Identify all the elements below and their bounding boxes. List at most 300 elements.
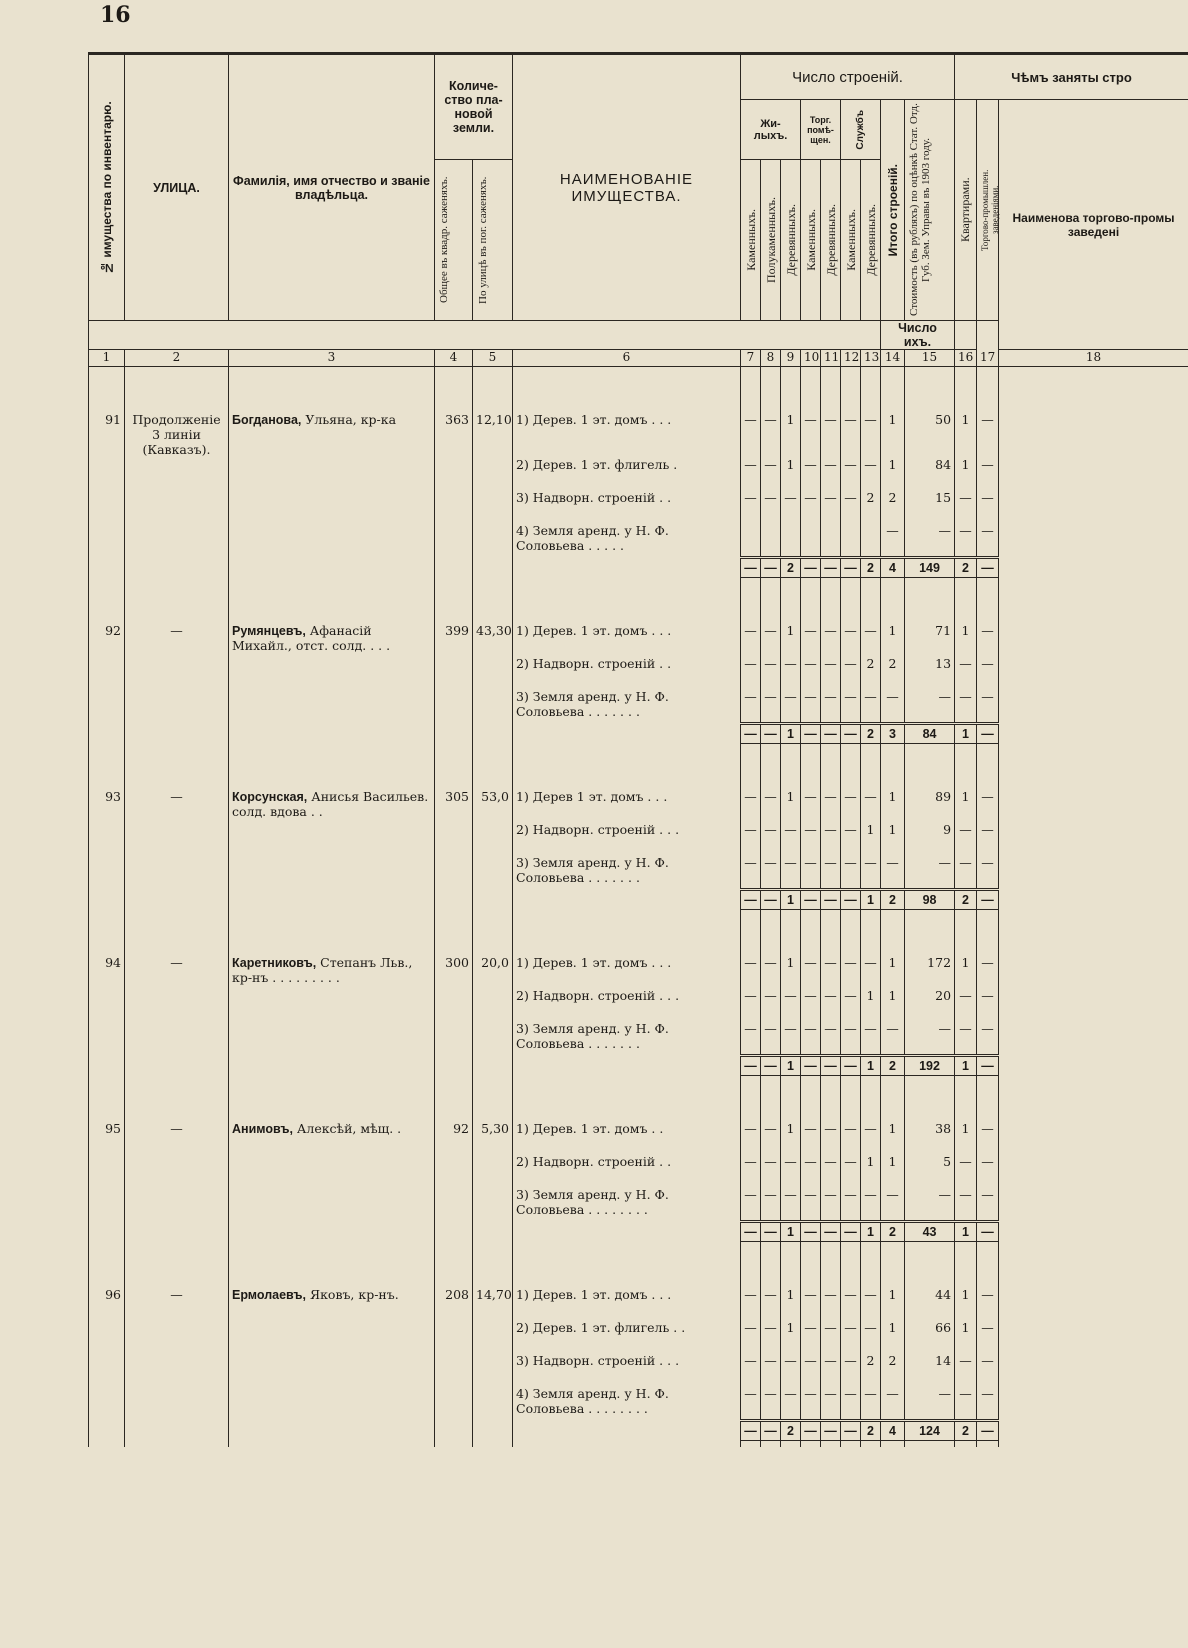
table-row	[89, 988, 1188, 1021]
column-number: 2	[125, 350, 229, 367]
property-name: 3) Земля аренд. у Н. Ф. Соловьева . . . . . . .	[513, 1021, 741, 1056]
column-number: 13	[861, 350, 881, 367]
building-count: —	[841, 1154, 861, 1187]
property-name: 3) Земля аренд. у Н. Ф. Соловьева . . . . . . .	[513, 855, 741, 890]
property-name: 1) Дерев. 1 эт. домъ . . .	[513, 955, 741, 988]
building-count: —	[781, 490, 801, 523]
building-count: —	[861, 623, 881, 656]
building-count: —	[761, 1154, 781, 1187]
owner-details: Ульяна, кр-ка	[301, 412, 397, 427]
building-count: —	[841, 412, 861, 457]
building-count: —	[761, 1320, 781, 1353]
owner-details: Алексѣй, мѣщ. .	[292, 1121, 402, 1136]
trade-count: —	[977, 623, 999, 656]
header-count: Число ихъ.	[881, 321, 955, 350]
building-count: —	[801, 955, 821, 988]
total-buildings: 1	[881, 1121, 905, 1154]
apartments-count: 1	[955, 955, 977, 988]
subtotal-apartments: 2	[955, 1421, 977, 1441]
apartments-count: —	[955, 1386, 977, 1421]
property-value: 5	[905, 1154, 955, 1187]
building-count: —	[741, 1353, 761, 1386]
subtotal-count: —	[821, 1056, 841, 1076]
land-area: 208	[435, 1287, 473, 1320]
apartments-count: —	[955, 1154, 977, 1187]
table-row	[89, 623, 1188, 656]
subtotal-value: 84	[905, 724, 955, 744]
column-number: 15	[905, 350, 955, 367]
building-count: —	[801, 1154, 821, 1187]
building-count: —	[781, 822, 801, 855]
header-owner: Фамилія, имя отчество и званіе владѣльца.	[229, 54, 435, 321]
building-count: —	[801, 1121, 821, 1154]
trade-count: —	[977, 689, 999, 724]
property-value: 89	[905, 789, 955, 822]
street-name: Продолженіе 3 линіи (Кавказъ).	[125, 412, 229, 457]
subtotal-count: 2	[781, 1421, 801, 1441]
total-buildings: 2	[881, 1353, 905, 1386]
total-buildings: —	[881, 855, 905, 890]
subtotal-trade: —	[977, 890, 999, 910]
building-count: —	[801, 789, 821, 822]
total-buildings: 1	[881, 1320, 905, 1353]
table-header	[89, 54, 1188, 350]
owner-details: Анисья Васильев. солд. вдова . .	[232, 789, 429, 819]
building-count: —	[841, 1287, 861, 1320]
building-count: —	[741, 1121, 761, 1154]
apartments-count: —	[955, 855, 977, 890]
header-res-wooden: Деревянныхъ.	[781, 160, 801, 321]
building-count: —	[761, 1021, 781, 1056]
building-count: —	[821, 955, 841, 988]
building-count: —	[821, 490, 841, 523]
table-row	[89, 1021, 1188, 1056]
table-row	[89, 412, 1188, 457]
table-row	[89, 789, 1188, 822]
property-name: 3) Надворн. строеній . .	[513, 490, 741, 523]
subtotal-count: 1	[861, 890, 881, 910]
trade-count: —	[977, 490, 999, 523]
subtotal-apartments: 1	[955, 1056, 977, 1076]
apartments-count: —	[955, 1021, 977, 1056]
building-count: —	[781, 855, 801, 890]
property-value: 9	[905, 822, 955, 855]
building-count: —	[801, 490, 821, 523]
building-count: —	[841, 1386, 861, 1421]
building-count	[841, 523, 861, 558]
building-count: 2	[861, 656, 881, 689]
property-value: —	[905, 523, 955, 558]
table-row	[89, 1287, 1188, 1320]
building-count: —	[861, 1287, 881, 1320]
column-number: 12	[841, 350, 861, 367]
property-value: 172	[905, 955, 955, 988]
building-count: —	[801, 1187, 821, 1222]
trade-count: —	[977, 1187, 999, 1222]
building-count: 2	[861, 490, 881, 523]
building-count: —	[801, 855, 821, 890]
building-count: —	[841, 457, 861, 490]
building-count: —	[761, 623, 781, 656]
building-count: —	[821, 855, 841, 890]
building-count: —	[761, 988, 781, 1021]
subtotal-count: —	[801, 558, 821, 578]
header-trade-wooden: Деревянныхъ.	[821, 160, 841, 321]
owner-surname: Анимовъ,	[232, 1122, 293, 1136]
subtotal-count: —	[841, 1056, 861, 1076]
building-count: —	[781, 656, 801, 689]
header-service-wooden: Деревянныхъ.	[861, 160, 881, 321]
land-area: 363	[435, 412, 473, 457]
apartments-count: —	[955, 523, 977, 558]
property-ledger-table	[88, 52, 1188, 1447]
building-count: —	[741, 1154, 761, 1187]
building-count	[821, 523, 841, 558]
building-count: —	[841, 1353, 861, 1386]
header-inventory-no: № имущества по инвентарю.	[89, 54, 125, 321]
total-buildings: 1	[881, 412, 905, 457]
subtotal-count: 2	[781, 558, 801, 578]
total-buildings: —	[881, 689, 905, 724]
building-count: —	[821, 988, 841, 1021]
building-count: —	[841, 623, 861, 656]
building-count	[761, 523, 781, 558]
total-buildings: —	[881, 1021, 905, 1056]
building-count: 1	[781, 412, 801, 457]
building-count: —	[821, 1154, 841, 1187]
street-name: —	[125, 955, 229, 988]
building-count: —	[861, 1021, 881, 1056]
apartments-count: —	[955, 988, 977, 1021]
trade-count: —	[977, 1154, 999, 1187]
total-buildings: 1	[881, 1154, 905, 1187]
owner-surname: Румянцевъ,	[232, 624, 306, 638]
table-row	[89, 1353, 1188, 1386]
subtotal-buildings: 2	[881, 890, 905, 910]
column-number: 4	[435, 350, 473, 367]
trade-count: —	[977, 1121, 999, 1154]
subtotal-count: —	[821, 1421, 841, 1441]
subtotal-buildings: 2	[881, 1056, 905, 1076]
total-buildings: 1	[881, 988, 905, 1021]
building-count: —	[801, 1021, 821, 1056]
apartments-count: —	[955, 656, 977, 689]
land-area: 399	[435, 623, 473, 656]
building-count: —	[761, 1353, 781, 1386]
street-name: —	[125, 789, 229, 822]
land-frontage: 5,30	[473, 1121, 513, 1154]
header-total-buildings: Итого строеній.	[881, 100, 905, 321]
subtotal-count: —	[841, 1421, 861, 1441]
owner-surname: Каретниковъ,	[232, 956, 317, 970]
apartments-count: 1	[955, 1287, 977, 1320]
building-count: —	[741, 656, 761, 689]
building-count: —	[841, 1320, 861, 1353]
column-number: 7	[741, 350, 761, 367]
subtotal-value: 124	[905, 1421, 955, 1441]
table-row	[89, 1386, 1188, 1421]
total-buildings: 1	[881, 623, 905, 656]
subtotal-buildings: 4	[881, 1421, 905, 1441]
trade-count: —	[977, 822, 999, 855]
column-number: 11	[821, 350, 841, 367]
subtotal-count: —	[821, 890, 841, 910]
building-count: —	[821, 623, 841, 656]
apartments-count: —	[955, 689, 977, 724]
total-buildings: 1	[881, 955, 905, 988]
subtotal-count: —	[741, 724, 761, 744]
column-number: 16	[955, 350, 977, 367]
column-number: 18	[999, 350, 1188, 367]
header-street: УЛИЦА.	[125, 54, 229, 321]
subtotal-count: —	[801, 1222, 821, 1242]
owner-surname: Корсунская,	[232, 790, 308, 804]
header-property: НАИМЕНОВАНІЕ ИМУЩЕСТВА.	[513, 54, 741, 321]
street-name: —	[125, 1287, 229, 1320]
header-occupied: Чѣмъ заняты стро	[955, 54, 1188, 100]
building-count: —	[781, 1154, 801, 1187]
table-row	[89, 689, 1188, 724]
subtotal-count: 1	[781, 724, 801, 744]
building-count: —	[861, 1320, 881, 1353]
building-count: —	[861, 1187, 881, 1222]
property-name: 1) Дерев. 1 эт. домъ . .	[513, 1121, 741, 1154]
apartments-count: —	[955, 1187, 977, 1222]
subtotal-count: —	[801, 1056, 821, 1076]
building-count: 1	[781, 955, 801, 988]
owner	[229, 1121, 435, 1154]
building-count: 1	[781, 457, 801, 490]
subtotal-count: 1	[861, 1222, 881, 1242]
property-name: 3) Земля аренд. у Н. Ф. Соловьева . . . . . . .	[513, 689, 741, 724]
building-count: —	[821, 656, 841, 689]
subtotal-count: —	[801, 724, 821, 744]
apartments-count: 1	[955, 1121, 977, 1154]
subtotal-trade: —	[977, 558, 999, 578]
building-count: —	[821, 1386, 841, 1421]
building-count: —	[801, 1287, 821, 1320]
building-count: —	[761, 1187, 781, 1222]
property-name: 2) Надворн. строеній . . .	[513, 988, 741, 1021]
property-name: 2) Надворн. строеній . . .	[513, 822, 741, 855]
property-value: 71	[905, 623, 955, 656]
property-value: 50	[905, 412, 955, 457]
building-count: —	[821, 689, 841, 724]
header-apartments: Квартирами.	[955, 100, 977, 321]
subtotal-count: —	[821, 1222, 841, 1242]
subtotal-row	[89, 1222, 1188, 1242]
building-count: —	[841, 955, 861, 988]
building-count: 1	[781, 1320, 801, 1353]
inventory-number: 94	[89, 955, 125, 988]
building-count: —	[801, 412, 821, 457]
property-value: —	[905, 1386, 955, 1421]
trade-count: —	[977, 789, 999, 822]
owner-details: Степанъ Льв., кр-нъ . . . . . . . . .	[232, 955, 413, 985]
building-count: —	[821, 789, 841, 822]
building-count: —	[841, 1121, 861, 1154]
header-trade-stone: Каменныхъ.	[801, 160, 821, 321]
subtotal-trade: —	[977, 1222, 999, 1242]
subtotal-apartments: 1	[955, 724, 977, 744]
subtotal-count: —	[761, 1421, 781, 1441]
building-count: —	[841, 490, 861, 523]
apartments-count: 1	[955, 789, 977, 822]
subtotal-count: —	[841, 724, 861, 744]
building-count: —	[761, 656, 781, 689]
building-count: —	[741, 1320, 761, 1353]
subtotal-trade: —	[977, 1056, 999, 1076]
property-name: 1) Дерев 1 эт. домъ . . .	[513, 789, 741, 822]
building-count: —	[741, 1287, 761, 1320]
building-count: 2	[861, 1353, 881, 1386]
total-buildings: 1	[881, 789, 905, 822]
building-count: —	[821, 1021, 841, 1056]
trade-count: —	[977, 1320, 999, 1353]
header-value: Стоимость (въ рубляхъ) по оцѣнкѣ Стат. Отд. Губ. Зем. Управы въ 1903 году.	[905, 100, 955, 321]
subtotal-buildings: 2	[881, 1222, 905, 1242]
subtotal-count: 1	[781, 1056, 801, 1076]
property-value: 84	[905, 457, 955, 490]
trade-count: —	[977, 457, 999, 490]
building-count: —	[841, 1021, 861, 1056]
total-buildings: —	[881, 523, 905, 558]
building-count: —	[821, 1287, 841, 1320]
column-number: 17	[977, 350, 999, 367]
subtotal-value: 43	[905, 1222, 955, 1242]
column-number: 9	[781, 350, 801, 367]
building-count: —	[761, 855, 781, 890]
table-row	[89, 1187, 1188, 1222]
property-name: 2) Надворн. строеній . .	[513, 656, 741, 689]
header-buildings: Число строеній.	[741, 54, 955, 100]
trade-count: —	[977, 1386, 999, 1421]
owner	[229, 789, 435, 822]
header-res-stone: Каменныхъ.	[741, 160, 761, 321]
subtotal-count: 1	[861, 1056, 881, 1076]
building-count: —	[861, 1386, 881, 1421]
subtotal-row	[89, 1421, 1188, 1441]
building-count: —	[781, 1187, 801, 1222]
table-row	[89, 955, 1188, 988]
table-row	[89, 1121, 1188, 1154]
building-count: —	[821, 1187, 841, 1222]
owner	[229, 1287, 435, 1320]
property-name: 3) Земля аренд. у Н. Ф. Соловьева . . . . . . . .	[513, 1187, 741, 1222]
building-count: —	[801, 822, 821, 855]
building-count: —	[841, 689, 861, 724]
building-count: 1	[781, 1287, 801, 1320]
building-count: 1	[861, 988, 881, 1021]
building-count: —	[801, 689, 821, 724]
subtotal-count: —	[801, 1421, 821, 1441]
column-numbers-row	[89, 350, 1188, 367]
subtotal-apartments: 2	[955, 890, 977, 910]
building-count: —	[861, 955, 881, 988]
apartments-count: —	[955, 822, 977, 855]
building-count: —	[741, 457, 761, 490]
building-count: —	[741, 1187, 761, 1222]
building-count: —	[781, 1021, 801, 1056]
property-name: 4) Земля аренд. у Н. Ф. Соловьева . . . . . . . .	[513, 1386, 741, 1421]
trade-count: —	[977, 1287, 999, 1320]
subtotal-count: 2	[861, 558, 881, 578]
property-name: 1) Дерев. 1 эт. домъ . . .	[513, 412, 741, 457]
subtotal-apartments: 1	[955, 1222, 977, 1242]
header-land: Количе-ство пла-новой земли.	[435, 54, 513, 160]
building-count: —	[861, 412, 881, 457]
column-number: 1	[89, 350, 125, 367]
property-value: —	[905, 855, 955, 890]
header-res-half-stone: Полукаменныхъ.	[761, 160, 781, 321]
subtotal-row	[89, 1056, 1188, 1076]
subtotal-count: —	[741, 558, 761, 578]
table-row	[89, 822, 1188, 855]
building-count: —	[781, 988, 801, 1021]
header-trade-establishments: Торгово-промышлен. заведеніями.	[977, 100, 999, 321]
property-value: 20	[905, 988, 955, 1021]
property-value: —	[905, 1021, 955, 1056]
subtotal-count: —	[741, 890, 761, 910]
total-buildings: 1	[881, 822, 905, 855]
inventory-number: 93	[89, 789, 125, 822]
building-count: —	[741, 822, 761, 855]
property-name: 2) Дерев. 1 эт. флигель . .	[513, 1320, 741, 1353]
building-count: —	[741, 412, 761, 457]
building-count: —	[801, 1320, 821, 1353]
building-count: —	[861, 689, 881, 724]
trade-count: —	[977, 1021, 999, 1056]
column-number: 5	[473, 350, 513, 367]
trade-count: —	[977, 988, 999, 1021]
land-area: 300	[435, 955, 473, 988]
trade-count: —	[977, 523, 999, 558]
column-number: 10	[801, 350, 821, 367]
subtotal-count: —	[841, 1222, 861, 1242]
building-count: —	[821, 1320, 841, 1353]
property-value: 38	[905, 1121, 955, 1154]
header-land-street: По улицѣ въ пог. саженяхъ.	[473, 160, 513, 321]
building-count: —	[761, 457, 781, 490]
subtotal-value: 192	[905, 1056, 955, 1076]
building-count: —	[781, 1353, 801, 1386]
building-count: —	[801, 623, 821, 656]
total-buildings: 2	[881, 490, 905, 523]
owner-surname: Богданова,	[232, 413, 302, 427]
subtotal-value: 98	[905, 890, 955, 910]
apartments-count: 1	[955, 1320, 977, 1353]
building-count: —	[761, 490, 781, 523]
property-value: —	[905, 689, 955, 724]
property-value: 13	[905, 656, 955, 689]
building-count: —	[821, 457, 841, 490]
land-frontage: 12,10	[473, 412, 513, 457]
building-count: —	[741, 623, 761, 656]
property-name: 4) Земля аренд. у Н. Ф. Соловьева . . . . .	[513, 523, 741, 558]
page-number: 16	[100, 2, 131, 28]
building-count: —	[821, 822, 841, 855]
building-count: —	[801, 1353, 821, 1386]
header-residential: Жи-лыхъ.	[741, 100, 801, 160]
building-count: —	[821, 1353, 841, 1386]
subtotal-count: —	[761, 558, 781, 578]
building-count: —	[741, 689, 761, 724]
owner-surname: Ермолаевъ,	[232, 1288, 307, 1302]
building-count: —	[761, 955, 781, 988]
table-row	[89, 1154, 1188, 1187]
header-land-total: Общее въ квадр. саженяхъ.	[435, 160, 473, 321]
building-count	[781, 523, 801, 558]
